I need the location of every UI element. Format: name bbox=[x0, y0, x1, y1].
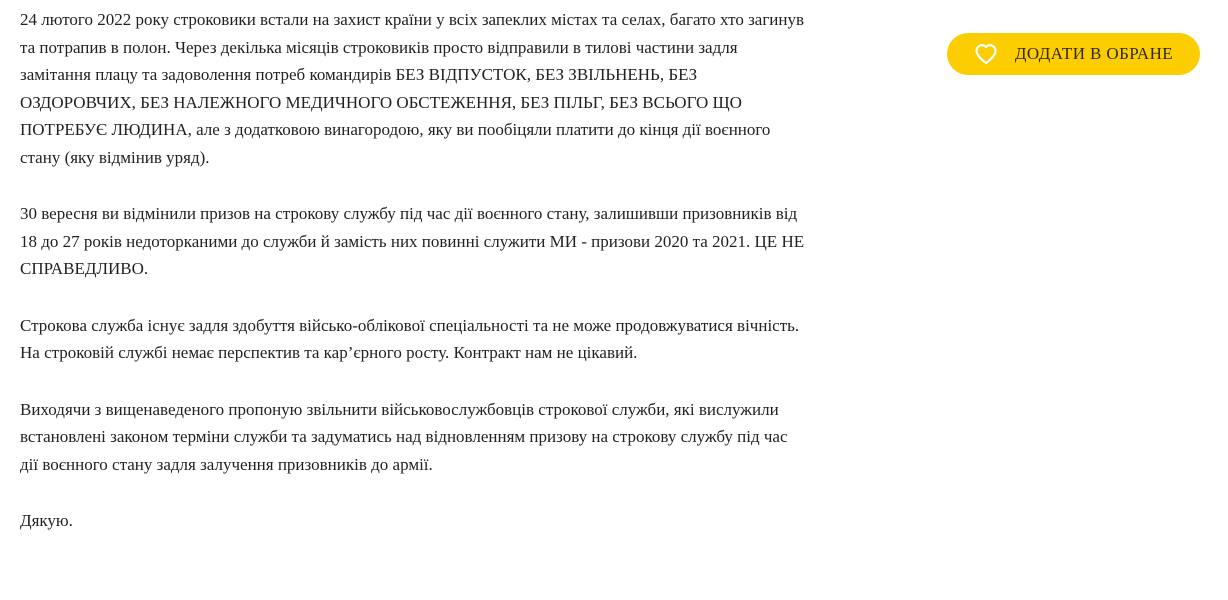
petition-paragraph: 30 вересня ви відмінили призов на строкову службу під час дії воєнного стану, залишивши призовників від 18 до 27 років недоторканими до служби й замість них повинні служити МИ - призови 2020 та 2021. ЦЕ НЕ СПРАВЕДЛИВО. bbox=[20, 204, 805, 278]
heart-icon bbox=[974, 43, 998, 65]
add-to-favorites-button[interactable] bbox=[947, 33, 1200, 75]
petition-paragraph: 24 лютого 2022 року строковики встали на захист країни у всіх запеклих містах та селах, багато хто загинув та потрапив в полон. Через декілька місяців строковиків просто відправили в тилові частини задля замітання плацу та задоволення потреб командирів БЕЗ ВІДПУСТОК, БЕЗ ЗВІЛЬНЕНЬ, БЕЗ ОЗДОРОВЧИХ, БЕЗ НАЛЕЖНОГО МЕДИЧНОГО ОБСТЕЖЕННЯ, БЕЗ ПІЛЬГ, БЕЗ ВСЬОГО ЩО ПОТРЕБУЄ ЛЮДИНА, але з додатковою винагородою, яку ви пообіцяли платити до кінця дії воєнного стану (яку відмінив уряд). bbox=[20, 10, 805, 167]
petition-paragraph: Виходячи з вищенаведеного пропоную звільнити військовослужбовців строкової служби, які вислужили встановлені законом терміни служби та задуматись над відновленням призову на строкову службу під час дії воєнного стану задля залучення призовників до армії. bbox=[20, 399, 788, 474]
petition-body-text bbox=[20, 6, 808, 564]
petition-paragraph: Строкова служба існує задля здобуття військо-облікової спеціальності та не може продовжуватися вічність. На строковій службі немає перспектив та кар’єрного росту. Контракт нам не цікавий. bbox=[20, 315, 800, 362]
petition-paragraph: Дякую. bbox=[20, 511, 73, 530]
add-to-favorites-label: ДОДАТИ В ОБРАНЕ bbox=[1014, 44, 1174, 63]
